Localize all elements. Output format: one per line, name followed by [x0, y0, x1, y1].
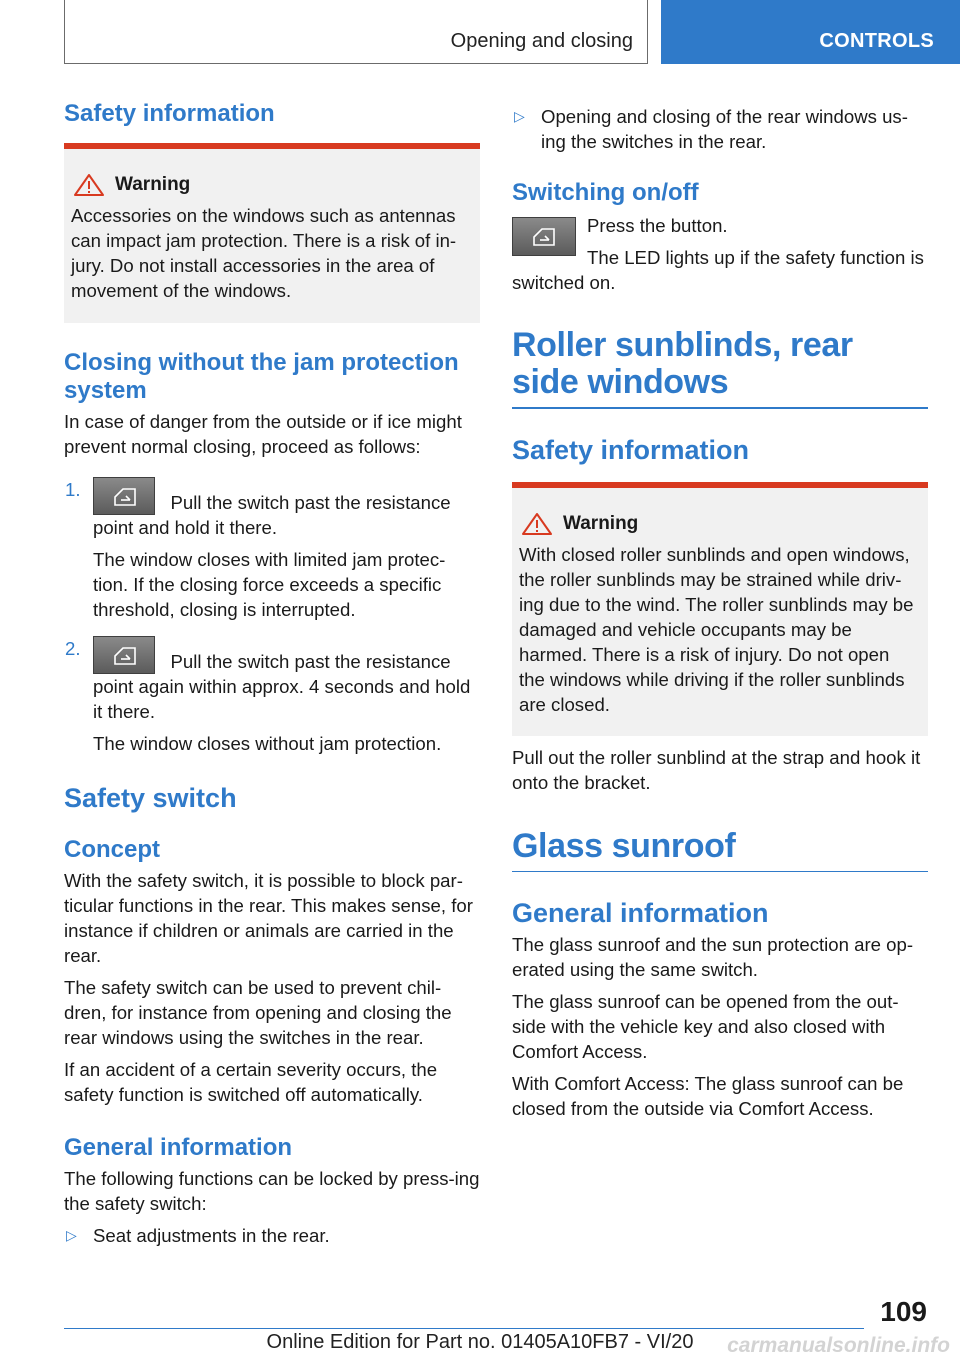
led-text: The LED lights up if the safety function is switched on.	[512, 247, 924, 293]
concept-paragraph-2: The safety switch can be used to prevent chil-dren, for instance from opening and closing the rear windows using the switches in the rear.	[64, 977, 452, 1048]
page-number: 109	[880, 1296, 927, 1327]
pull-out-text: Pull out the roller sunblind at the strap and hook it onto the bracket.	[512, 746, 921, 793]
press-button-text: Press the button.	[587, 215, 728, 236]
roller-sunblinds-heading: Roller sunblinds, rear side windows	[512, 326, 853, 401]
list-item-text: Seat adjustments in the rear.	[93, 1225, 330, 1246]
step-number: 2.	[65, 638, 81, 659]
warning-triangle-icon	[521, 512, 553, 536]
header-section-box	[64, 0, 648, 64]
footer-divider	[64, 1328, 864, 1329]
header-chapter-title: CONTROLS	[819, 30, 934, 52]
jam-protection-heading: Closing without the jam protection system	[64, 349, 459, 404]
jam-intro-text: In case of danger from the outside or if ice might prevent normal closing, proceed as follows:	[64, 411, 462, 457]
step-item-2	[64, 636, 480, 756]
list-item	[512, 104, 928, 154]
header-section-title: Opening and closing	[450, 30, 633, 52]
heading-divider	[512, 407, 928, 409]
warning-text: Accessories on the windows such as antennas can impact jam protection. There is a risk of in-jury. Do not install accessories in the area of movement of the windows.	[71, 205, 457, 301]
window-switch-icon	[93, 636, 155, 674]
warning-text: With closed roller sunblinds and open windows, the roller sunblinds may be strained while driv-ing due to the wind. The roller sunblinds may be damaged and vehicle occupants may be harmed. There is a risk of injury. Do not open the windows while driving if the roller sunblinds are closed.	[519, 543, 914, 715]
general-intro-text: The following functions can be locked by press-ing the safety switch:	[64, 1168, 480, 1214]
step-detail: The window closes without jam protection.	[93, 733, 442, 754]
list-item	[64, 1223, 480, 1248]
switching-block	[512, 213, 928, 295]
glass-sunroof-heading: Glass sunroof	[512, 826, 736, 865]
header-chapter-tab[interactable]	[661, 0, 960, 64]
step-instruction: Pull the switch past the resistance point and hold it there.	[93, 492, 451, 538]
footer-edition-text: Online Edition for Part no. 01405A10FB7 - VI/20	[266, 1331, 694, 1353]
step-text	[93, 636, 480, 724]
concept-paragraph-3: If an accident of a certain severity occurs, the safety function is switched off automatically.	[64, 1059, 438, 1105]
warning-box	[64, 143, 480, 323]
warning-triangle-icon	[73, 173, 105, 197]
safety-information-heading: Safety information	[512, 434, 750, 465]
heading-divider	[512, 871, 928, 873]
step-number: 1.	[65, 479, 81, 500]
step-instruction: Pull the switch past the resistance point again within approx. 4 seconds and hold it there.	[93, 651, 471, 722]
safety-switch-heading: Safety switch	[64, 783, 237, 813]
watermark-text: carmanualsonline.info	[727, 1334, 950, 1357]
concept-paragraph-1: With the safety switch, it is possible to block par-ticular functions in the rear. This makes sense, for instance if children or animals are carried in the rear.	[64, 870, 473, 966]
warning-box	[512, 482, 928, 736]
safety-information-heading: Safety information	[64, 100, 275, 127]
window-switch-icon	[93, 477, 155, 515]
sunroof-paragraph-3: With Comfort Access: The glass sunroof can be closed from the outside via Comfort Access.	[512, 1073, 904, 1119]
list-item-text: Opening and closing of the rear windows us-ing the switches in the rear.	[541, 106, 908, 152]
warning-title	[519, 512, 920, 536]
bullet-triangle-icon: ▷	[514, 108, 525, 124]
step-detail: The window closes with limited jam protec-tion. If the closing force exceeds a specific threshold, closing is interrupted.	[93, 549, 446, 620]
step-text	[93, 477, 480, 540]
concept-heading: Concept	[64, 836, 160, 863]
warning-label: Warning	[563, 512, 639, 534]
warning-title	[71, 173, 472, 197]
warning-label: Warning	[115, 174, 191, 195]
general-information-heading: General information	[512, 898, 769, 928]
left-column	[64, 100, 480, 1248]
step-item-1	[64, 477, 480, 622]
sunroof-paragraph-1: The glass sunroof and the sun protection are op-erated using the same switch.	[512, 934, 914, 980]
general-information-heading: General information	[64, 1134, 293, 1161]
bullet-triangle-icon: ▷	[66, 1227, 77, 1243]
right-column	[512, 104, 928, 1128]
sunroof-paragraph-2: The glass sunroof can be opened from the out-side with the vehicle key and also closed with Comfort Access.	[512, 991, 899, 1062]
switching-heading: Switching on/off	[512, 179, 699, 206]
window-switch-icon	[512, 217, 576, 256]
